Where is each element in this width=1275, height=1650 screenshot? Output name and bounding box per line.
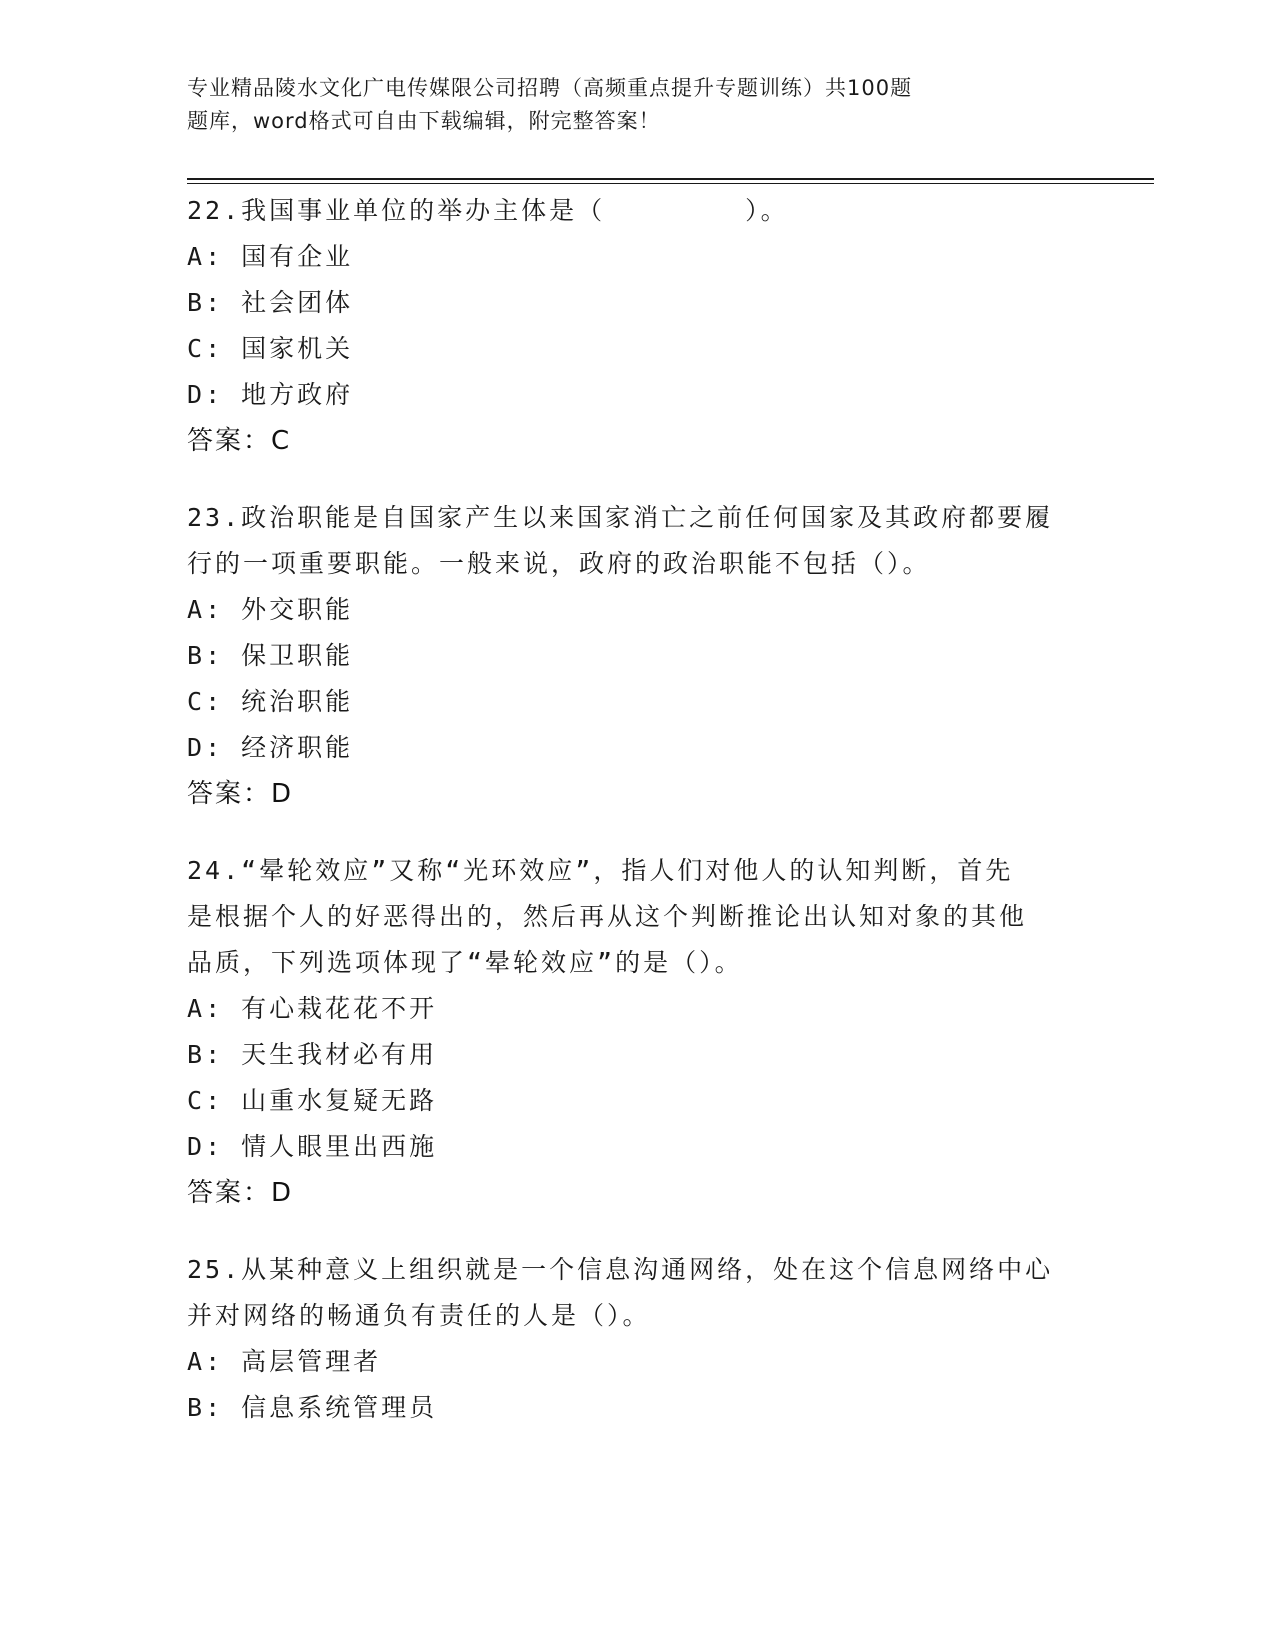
answer-line [187,1170,1087,1216]
answer-option [187,679,1087,725]
question-block [187,1247,1087,1431]
question-stem-line: 22.我国事业单位的举办主体是（ ）。 [187,196,789,225]
option-text: 保卫职能 [241,641,354,670]
option-separator: : [205,242,242,271]
header-line: 题库，word格式可自由下载编辑，附完整答案！ [187,109,661,133]
answer-option [187,1124,1087,1170]
question-block [187,848,1087,1216]
option-key: B [187,1040,206,1069]
option-key: D [187,380,206,409]
option-separator: : [205,334,242,363]
option-key: B [187,288,206,317]
answer-label: 答案： [187,426,272,456]
answer-option [187,1032,1087,1078]
option-text: 山重水复疑无路 [241,1086,438,1115]
question-stem [187,495,1087,587]
option-text: 天生我材必有用 [241,1040,438,1069]
question-block [187,495,1087,817]
question-stem-line: 品质，下列选项体现了“晕轮效应”的是（）。 [187,948,743,977]
option-key: A [187,595,206,624]
option-text: 统治职能 [241,687,354,716]
option-separator: : [205,1393,242,1422]
option-key: D [187,733,206,762]
question-stem [187,1247,1087,1339]
question-list [187,188,1087,1462]
answer-option [187,280,1087,326]
answer-option [187,587,1087,633]
option-text: 情人眼里出西施 [241,1132,438,1161]
header-line: 专业精品陵水文化广电传媒限公司招聘（高频重点提升专题训练）共100题 [187,76,913,100]
option-key: D [187,1132,206,1161]
option-key: A [187,1347,206,1376]
answer-option [187,326,1087,372]
option-separator: : [205,1347,242,1376]
question-stem [187,848,1087,986]
option-separator: : [205,994,242,1023]
header-divider [187,178,1154,180]
option-text: 经济职能 [241,733,354,762]
option-separator: : [205,733,242,762]
option-text: 地方政府 [241,380,354,409]
option-text: 外交职能 [241,595,354,624]
option-separator: : [205,641,242,670]
option-separator: : [205,1132,242,1161]
document-header [187,72,1017,138]
question-stem [187,188,1087,234]
option-separator: : [205,687,242,716]
option-text: 社会团体 [241,288,354,317]
answer-option [187,1385,1087,1431]
option-separator: : [205,595,242,624]
question-stem-line: 25.从某种意义上组织就是一个信息沟通网络，处在这个信息网络中心 [187,1255,1054,1284]
answer-option [187,986,1087,1032]
option-text: 有心栽花花不开 [241,994,438,1023]
option-separator: : [205,1040,242,1069]
question-stem-line: 23.政治职能是自国家产生以来国家消亡之前任何国家及其政府都要履 [187,503,1054,532]
option-text: 国有企业 [241,242,354,271]
question-stem-line: 是根据个人的好恶得出的，然后再从这个判断推论出认知对象的其他 [187,902,1028,931]
answer-option [187,234,1087,280]
question-block [187,188,1087,464]
answer-value: D [271,779,294,809]
option-separator: : [205,288,242,317]
answer-option [187,725,1087,771]
option-text: 高层管理者 [241,1347,382,1376]
option-text: 国家机关 [241,334,354,363]
answer-line [187,771,1087,817]
answer-value: C [271,426,292,456]
option-separator: : [205,1086,242,1115]
answer-line [187,418,1087,464]
option-key: C [187,334,206,363]
answer-option [187,633,1087,679]
option-key: B [187,1393,206,1422]
option-separator: : [205,380,242,409]
question-stem-line: 行的一项重要职能。一般来说，政府的政治职能不包括（）。 [187,549,931,578]
header-divider [187,183,1154,184]
option-key: A [187,994,206,1023]
answer-option [187,1078,1087,1124]
answer-label: 答案： [187,1178,272,1208]
answer-label: 答案： [187,779,272,809]
option-key: C [187,687,206,716]
answer-value: D [271,1178,294,1208]
question-stem-line: 并对网络的畅通负有责任的人是（）。 [187,1301,651,1330]
option-key: C [187,1086,206,1115]
question-stem-line: 24.“晕轮效应”又称“光环效应”，指人们对他人的认知判断，首先 [187,856,1014,885]
option-key: B [187,641,206,670]
answer-option [187,372,1087,418]
option-key: A [187,242,206,271]
answer-option [187,1339,1087,1385]
option-text: 信息系统管理员 [241,1393,438,1422]
